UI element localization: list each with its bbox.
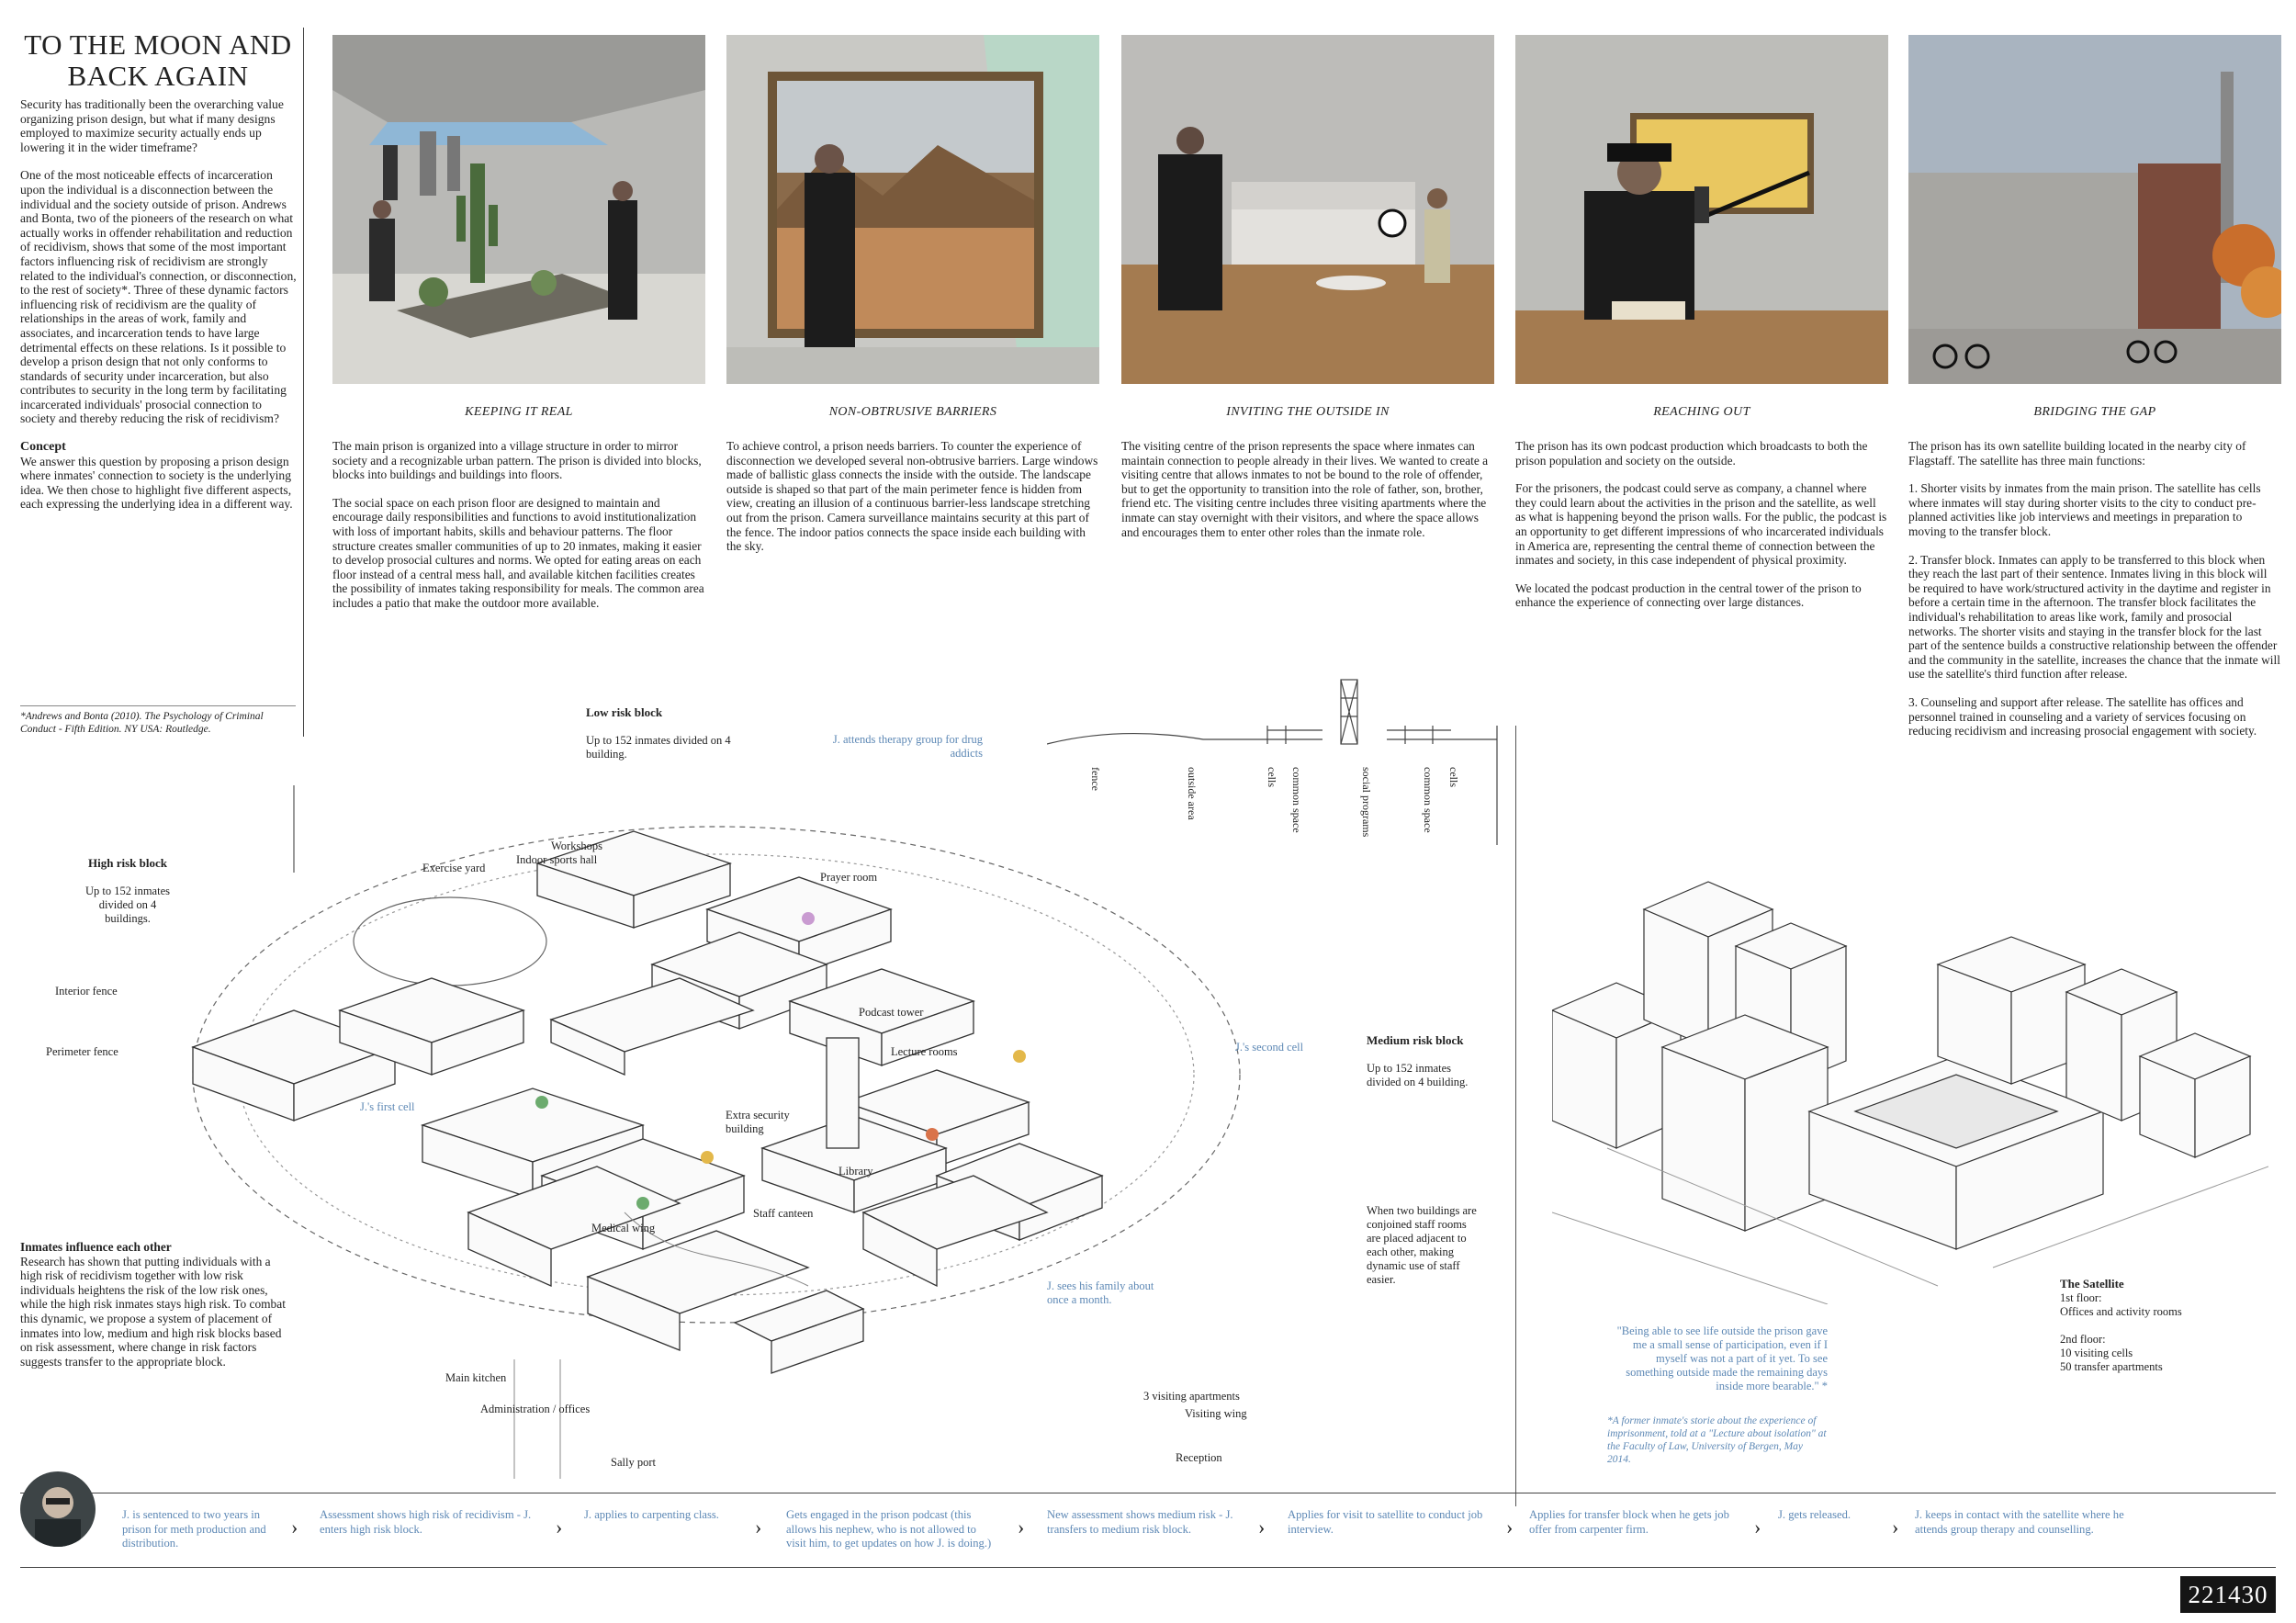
high-risk-block-label (77, 856, 178, 926)
caption-non-obtrusive-barriers: NON-OBTRUSIVE BARRIERS (828, 405, 997, 419)
text-reaching-out (1515, 439, 1888, 624)
lecture-rooms-label: Lecture rooms (891, 1045, 958, 1058)
satellite-floor1-text: Offices and activity rooms (2060, 1305, 2182, 1318)
low-risk-block-label (586, 705, 770, 761)
library-label: Library (838, 1165, 873, 1178)
timeline-step-1: J. is sentenced to two years in prison for meth production and distribution. (122, 1508, 266, 1550)
workshops-label: Workshops (551, 840, 602, 852)
photo-bridging-the-gap (1908, 35, 2281, 384)
concept-heading: Concept (20, 440, 66, 455)
j-family-note: J. sees his family about once a month. (1047, 1279, 1154, 1306)
section-label-outside-area: outside area (1186, 767, 1199, 820)
intro-column (20, 97, 298, 525)
satellite-divider (1515, 726, 1516, 1506)
timeline-step-9: J. keeps in contact with the satellite where he attends group therapy and counselling. (1915, 1508, 2124, 1536)
timeline-step-5: New assessment shows medium risk - J. transfers to medium risk block. (1047, 1508, 1233, 1536)
sports-hall-label: Indoor sports hall (516, 853, 598, 866)
satellite-floor1-label: 1st floor: (2060, 1291, 2102, 1304)
perimeter-fence-label: Perimeter fence (46, 1045, 118, 1058)
visiting-apartments-label: 3 visiting apartments (1143, 1390, 1240, 1403)
avatar (20, 1471, 96, 1547)
medium-risk-text: Up to 152 inmates divided on 4 building. (1367, 1062, 1469, 1088)
high-risk-title: High risk block (88, 856, 167, 870)
chevron-right-icon: › (1258, 1516, 1266, 1538)
caption-reaching-out: REACHING OUT (1653, 405, 1750, 419)
inmates-influence-heading: Inmates influence each other (20, 1240, 172, 1254)
satellite-floor2-line2: 50 transfer apartments (2060, 1360, 2163, 1373)
poster-title: TO THE MOON AND BACK AGAIN (24, 28, 292, 92)
paragraph: The main prison is organized into a village structure in order to mirror society and a recognizable urban pattern. The prison is divided into blocks, blocks into buildings and buildings into floors. (332, 439, 702, 482)
staff-rooms-note: When two buildings are conjoined staff rooms are placed adjacent to each other, making dynamic use of staff easier. (1367, 1204, 1477, 1286)
satellite-floor2-label: 2nd floor: (2060, 1333, 2106, 1346)
paragraph: To achieve control, a prison needs barriers. To counter the experience of disconnection we developed several non-obtrusive barriers. Large windows made of ballistic glass connects the inside with the outside. The landscape outside is shaped so that part of the main perimeter fence is hidden from view, creating an illusion of a continuous barrier-less landscape stretching out from the prison. Camera surveillance maintains security at this part of the fence. The indoor patios connects the space inside each building with the sky. (726, 439, 1098, 554)
satellite-title: The Satellite (2060, 1277, 2124, 1291)
quote-source: *A former inmate's storie about the experience of imprisonment, told at a "Lecture about isolation" at the Faculty of Law, University of Bergen, May 2014. (1607, 1415, 1827, 1465)
photo-reaching-out (1515, 35, 1888, 384)
paragraph: For the prisoners, the podcast could serve as company, a channel where they could learn about the activities in the prison and the satellite, as well as what is happening beyond the prison walls. For the public, the podcast is an opportunity to get different impressions of who incarcerated individuals in America are, representing the central theme of connection between the inmates and society, in this case independent of physical proximity. (1515, 481, 1887, 568)
entry-number: 221430 (2180, 1576, 2276, 1613)
paragraph: The prison has its own satellite building located in the nearby city of Flagstaff. The satellite has three main functions: (1908, 439, 2246, 468)
podcast-tower-label: Podcast tower (859, 1006, 924, 1019)
photo-inviting-the-outside-in (1121, 35, 1494, 384)
exercise-yard-label: Exercise yard (422, 862, 486, 874)
medical-wing-label: Medical wing (591, 1222, 656, 1234)
interior-fence-label: Interior fence (55, 985, 118, 997)
j-first-cell-note: J.'s first cell (360, 1100, 415, 1113)
paragraph: The visiting centre of the prison represents the space where inmates can maintain connection to people already in their lives. We wanted to create a visiting centre that allows inmates to not be bound to the role of offender, but to get the opportunity to transition into the role of father, son, brother, friend etc. The visiting centre includes three visiting apartments where the inmate can stay overnight with their visitors, and where the space allows and encourages them to enter other roles than the inmate role. (1121, 439, 1489, 539)
timeline-step-8: J. gets released. (1778, 1508, 1851, 1521)
intro-paragraph-1: Security has traditionally been the overarching value organizing prison design, but what if many designs employed to maximize security actually ends up lowering it in the wider timeframe? (20, 97, 284, 154)
caption-keeping-it-real: KEEPING IT REAL (465, 405, 573, 419)
concept-paragraph: We answer this question by proposing a prison design where inmates' connection to society is the underlying idea. We then chose to highlight five different aspects, each expressing the underlying idea in a different way. (20, 454, 293, 512)
j-second-cell-note: J.'s second cell (1235, 1041, 1304, 1054)
sally-port-label: Sally port (611, 1456, 656, 1469)
paragraph: 2. Transfer block. Inmates can apply to be transferred to this block when they reach the last part of their sentence. Inmates living in this block will be required to have work/structured activity in the daytime and register in before a certain time in the afternoon. The transfer block facilitates the individual's rehabilitation to areas like work, family and prosocial networks. The shorter visits and staying in the transfer block for the last part of the sentence builds a constructive relationship between the offender and the community in the satellite, increases the chance that the inmate will use the satellite's third function after release. (1908, 552, 2280, 682)
visiting-wing-label: Visiting wing (1185, 1407, 1247, 1420)
paragraph: The prison has its own podcast production which broadcasts to both the prison population and society on the outside. (1515, 439, 1868, 468)
j-therapy-note: J. attends therapy group for drug addicts (832, 733, 983, 760)
paragraph: The social space on each prison floor are designed to maintain and encourage daily responsibilities and functions to avoid institutionalization with loss of important habits, skills and behaviour patterns. The floor structure creates smaller communities of up to 20 inmates, making it easier to develop prosocial cultures and norms. We opted for eating areas on each floor instead of a central mess hall, and available kitchen facilities creates the possibility of inmates taking responsibility for meals. The common area includes a patio that make the outdoor more available. (332, 495, 704, 610)
section-label-common-space: common space (1290, 767, 1303, 833)
section-label-social-programs: social programs (1360, 767, 1373, 838)
medium-risk-block-label (1367, 1033, 1481, 1089)
text-bridging-the-gap (1908, 439, 2281, 752)
chevron-right-icon: › (755, 1516, 762, 1538)
paragraph: We located the podcast production in the central tower of the prison to enhance the experience of connecting over large distances. (1515, 580, 1862, 610)
former-inmate-quote: "Being able to see life outside the prison gave me a small sense of participation, even if I myself was not a part of it yet. To see something outside made the remaining days inside more bearable." * (1616, 1324, 1828, 1392)
reception-label: Reception (1176, 1451, 1222, 1464)
chevron-right-icon: › (1018, 1516, 1025, 1538)
satellite-site-plan (1552, 845, 2268, 1304)
caption-bridging-the-gap: BRIDGING THE GAP (2033, 405, 2156, 419)
section-label-fence: fence (1089, 767, 1102, 791)
text-non-obtrusive-barriers (726, 439, 1099, 568)
section-label-cells-2: cells (1447, 767, 1460, 787)
section-label-common-space-2: common space (1422, 767, 1435, 833)
building-section-diagram (1047, 671, 1506, 845)
timeline-step-2: Assessment shows high risk of recidivism - J. enters high risk block. (320, 1508, 532, 1536)
column-divider (303, 28, 304, 737)
low-risk-text: Up to 152 inmates divided on 4 building. (586, 734, 731, 761)
paragraph: 3. Counseling and support after release. The satellite has offices and personnel trained in counseling and a variety of services focusing on reducing recidivism and increasing prosocial engagement with society. (1908, 694, 2257, 738)
section-label-cells: cells (1266, 767, 1278, 787)
photo-non-obtrusive-barriers (726, 35, 1099, 384)
prayer-room-label: Prayer room (820, 871, 878, 884)
chevron-right-icon: › (291, 1516, 298, 1538)
caption-inviting-the-outside-in: INVITING THE OUTSIDE IN (1226, 405, 1390, 419)
chevron-right-icon: › (1892, 1516, 1899, 1538)
timeline-bottom-rule (20, 1567, 2276, 1568)
timeline-step-7: Applies for transfer block when he gets job offer from carpenter firm. (1529, 1508, 1729, 1536)
chevron-right-icon: › (556, 1516, 563, 1538)
inmates-influence-block (20, 1240, 287, 1369)
intro-paragraph-2: One of the most noticeable effects of incarceration upon the individual is a disconnection between the individual and the society outside of prison. Andrews and Bonta, two of the pioneers of the research on what actually works in offender rehabilitation and reduction of recidivism, shows that some of the most important factors influencing risk of recidivism are strongly related to the individual's connection, or disconnection, to the rest of society*. Three of these dynamic factors influencing risk of recidivism are the quality of relationships in the areas of work, family and associates, and incarceration tends to have large detrimental effects on these relations. Is it possible to develop a prison design that not only conforms to standards of security under incarceration, but also contributes to security in the long term by facilitating incarcerated individuals' prosocial connection to society and thereby reducing the risk of recidivism? (20, 168, 297, 426)
administration-label: Administration / offices (480, 1403, 591, 1415)
extra-security-label: Extra security building (726, 1109, 790, 1135)
staff-canteen-label: Staff canteen (753, 1207, 814, 1220)
chevron-right-icon: › (1754, 1516, 1761, 1538)
timeline-step-6: Applies for visit to satellite to conduct job interview. (1288, 1508, 1483, 1536)
timeline-step-3: J. applies to carpenting class. (584, 1508, 719, 1521)
footnote: *Andrews and Bonta (2010). The Psychology of Criminal Conduct - Fifth Edition. NY USA: Routledge. (20, 705, 296, 736)
main-kitchen-label: Main kitchen (445, 1371, 507, 1384)
high-risk-text: Up to 152 inmates divided on 4 buildings. (84, 885, 170, 925)
text-keeping-it-real (332, 439, 705, 625)
photo-keeping-it-real (332, 35, 705, 384)
medium-risk-title: Medium risk block (1367, 1033, 1464, 1047)
chevron-right-icon: › (1506, 1516, 1514, 1538)
paragraph: 1. Shorter visits by inmates from the main prison. The satellite has cells where inmates will stay during shorter visits to the city to conduct pre-planned activities like job interviews and meetings in preparation to moving to the transfer block. (1908, 481, 2261, 538)
timeline-step-4: Gets engaged in the prison podcast (this allows his nephew, who is not allowed to visit him, to get updates on how J. is doing.) (786, 1508, 992, 1550)
inmates-influence-text: Research has shown that putting individuals with a high risk of recidivism together with low risk individuals heightens the risk of the low risk ones, while the high risk inmates stays high risk. To combat this dynamic, we propose a system of placement of inmates into low, medium and high risk blocks based on risk assessment, where change in risk factors suggests transfer to the appropriate block. (20, 1254, 286, 1369)
satellite-info (2060, 1277, 2244, 1374)
satellite-floor2-line1: 10 visiting cells (2060, 1347, 2133, 1359)
low-risk-title: Low risk block (586, 705, 663, 719)
text-inviting-the-outside-in (1121, 439, 1494, 553)
